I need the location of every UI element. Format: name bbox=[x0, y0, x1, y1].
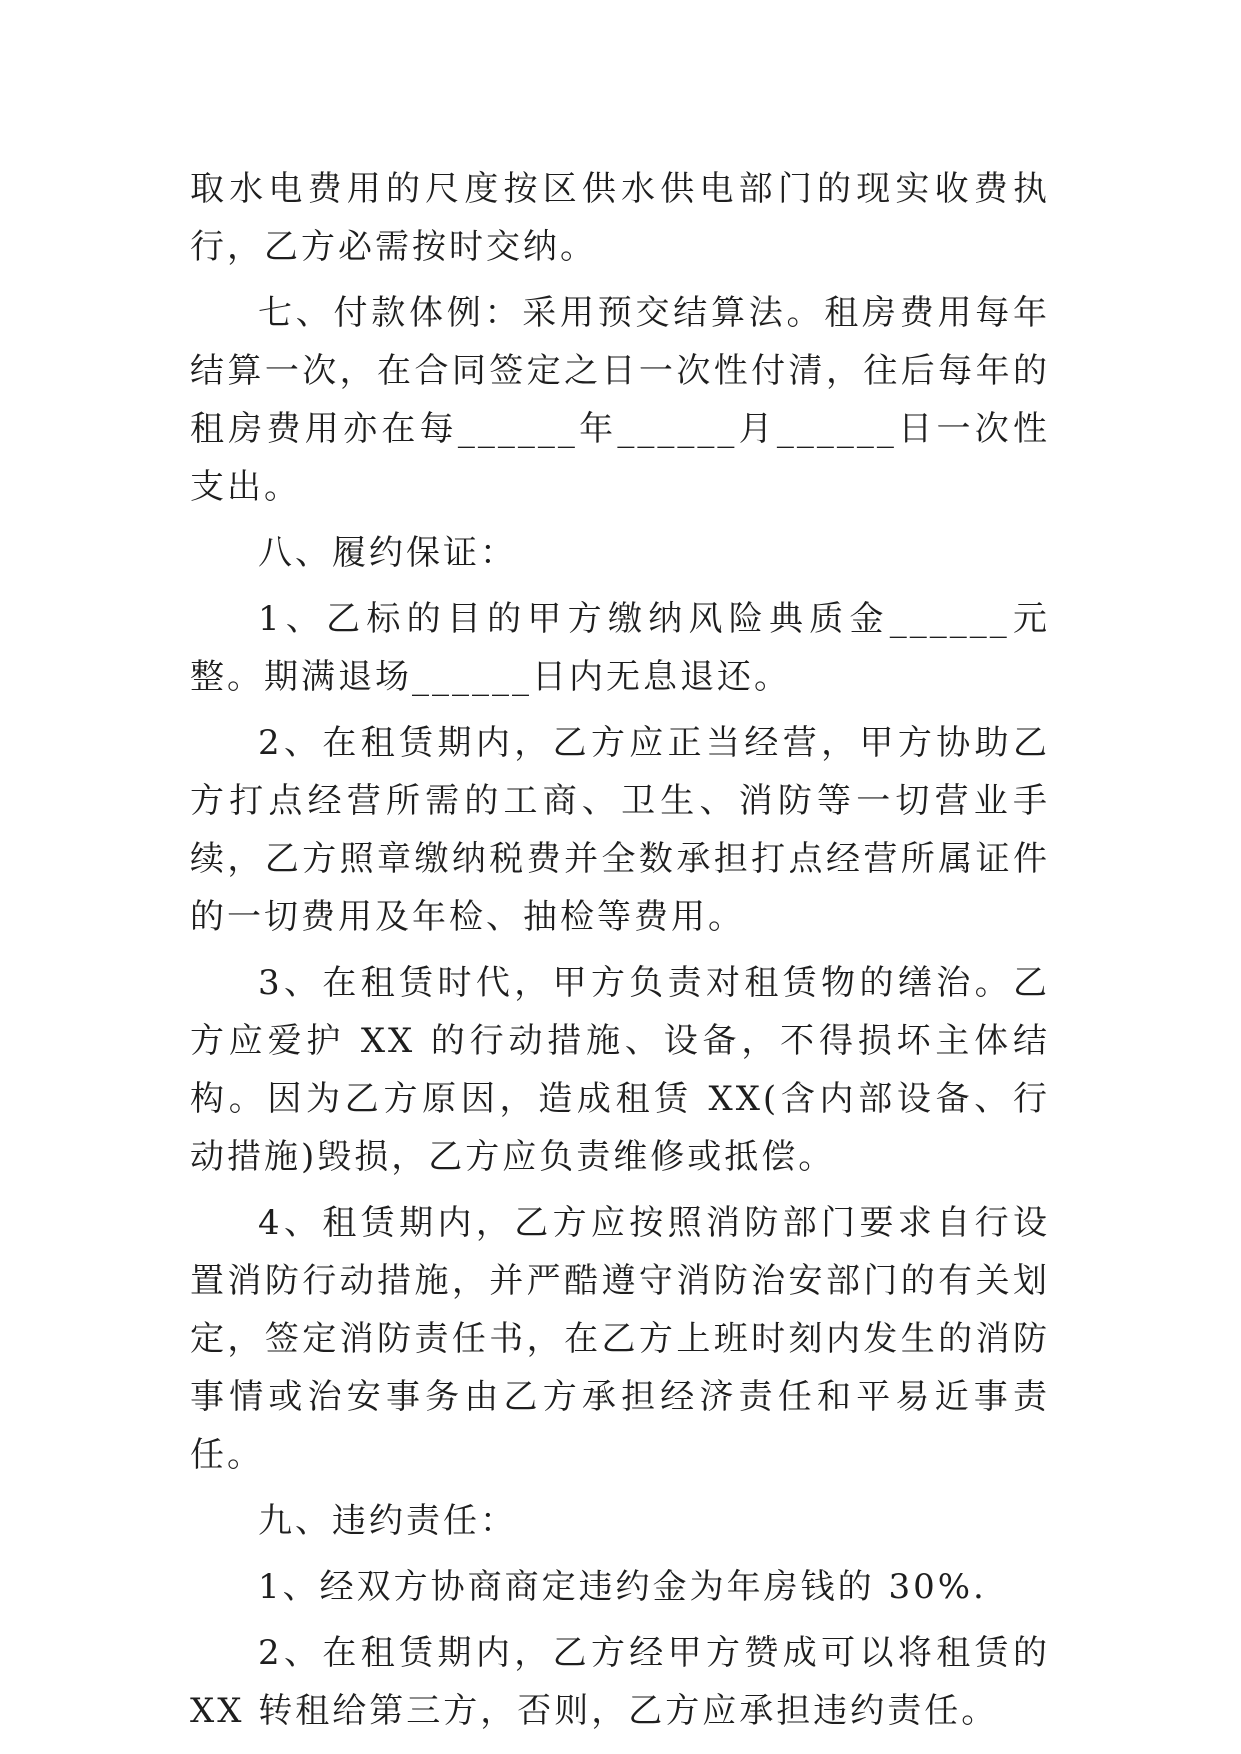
paragraph-lawful-operation: 2、在租赁期内，乙方应正当经营，甲方协助乙方打点经营所需的工商、卫生、消防等一切营业手续，乙方照章缴纳税费并全数承担打点经营所属证件的一切费用及年检、抽检等费用。 bbox=[190, 723, 1050, 937]
paragraph-utilities-continued: 取水电费用的尺度按区供水供电部门的现实收费执行，乙方必需按时交纳。 bbox=[190, 169, 1050, 267]
paragraph-payment-method: 七、付款体例：采用预交结算法。租房费用每年结算一次，在合同签定之日一次性付清，往后每年的租房费用亦在每______年______月______日一次性支出。 bbox=[190, 293, 1050, 507]
paragraph-fire-safety: 4、租赁期内，乙方应按照消防部门要求自行设置消防行动措施，并严酷遵守消防治安部门的有关划定，签定消防责任书，在乙方上班时刻内发生的消防事情或治安事务由乙方承担经济责任和平易近事责任。 bbox=[190, 1203, 1050, 1475]
paragraph-maintenance: 3、在租赁时代，甲方负责对租赁物的缮治。乙方应爱护 XX 的行动措施、设备，不得损坏主体结构。因为乙方原因，造成租赁 XX(含内部设备、行动措施)毁损，乙方应负责维修或抵偿。 bbox=[190, 963, 1050, 1177]
paragraph-deposit: 1、乙标的目的甲方缴纳风险典质金______元整。期满退场______日内无息退还。 bbox=[190, 599, 1050, 697]
paragraph-penalty-rate: 1、经双方协商商定违约金为年房钱的 30%. bbox=[258, 1567, 987, 1607]
document-body bbox=[190, 160, 1050, 1740]
paragraph-sublease: 2、在租赁期内，乙方经甲方赞成可以将租赁的 XX 转租给第三方，否则，乙方应承担违约责任。 bbox=[190, 1633, 1050, 1731]
section-heading-performance-guarantee: 八、履约保证： bbox=[258, 533, 517, 573]
section-heading-breach-liability: 九、违约责任： bbox=[258, 1501, 517, 1541]
